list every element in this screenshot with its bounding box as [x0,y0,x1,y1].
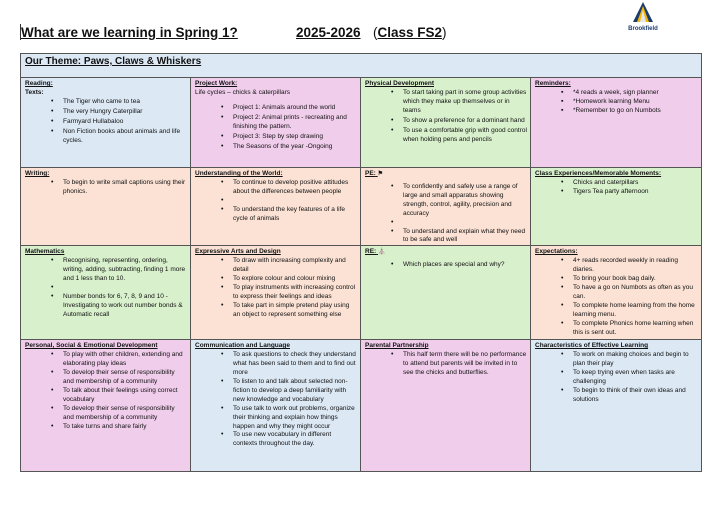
list-item: • To use new vocabulary in different contexts throughout the day. [233,431,357,449]
list-item: ▪ *Homework learning Menu [573,98,698,107]
cell-heading: Writing: [25,170,50,177]
experiences-list [535,179,698,197]
class-name: Class FS2 [377,25,443,40]
list-item: • To listen to and talk about selected non-fiction to develop a deep familiarity with new knowledge and vocabulary [233,378,357,405]
communication-list [195,351,357,449]
list-item: • Non Fiction books about animals and life cycles. [63,128,187,146]
list-item: • To work on making choices and begin to plan their play [573,351,698,369]
cell-heading: Parental Partnership [365,342,429,350]
class-prefix: ( [373,25,378,40]
list-item: • Tigers Tea party afternoon [573,188,698,197]
cell-writing [21,168,191,246]
curriculum-grid [20,53,702,472]
list-item: • Recognising, representing, ordering, writing, adding, subtracting, finding 1 more and 1 less than to 10. [63,257,187,284]
list-item: • The very Hungry Caterpillar [63,108,187,117]
cell-heading [365,248,527,257]
list-item: • To bring your book bag daily. [573,275,698,284]
list-item: • To develop their sense of responsibility and membership of a community [63,369,187,387]
list-item: • To complete home learning from the home learning menu. [573,302,698,320]
parental-list [365,351,527,378]
class-suffix: ) [442,25,447,40]
cell-expectations [531,246,702,340]
cell-pe [361,168,531,246]
cell-communication [191,340,361,472]
cell-heading [365,170,527,179]
list-item: • To ask questions to check they understand what has been said to them and to find out more [233,351,357,378]
characteristics-list [535,351,698,404]
list-item: • Project 2: Animal prints - recreating and finishing the pattern. [233,114,357,132]
church-icon: ⛪ [378,249,386,256]
cell-reminders [531,78,702,168]
title-text: What are we learning in Spring 1? [21,25,238,40]
list-item: • To complete Phonics home learning when this is sent out. [573,320,698,338]
expectations-list [535,257,698,337]
cell-project-work [191,78,361,168]
list-item: • To develop their sense of responsibility and membership of a community [63,405,187,423]
list-item: • To understand the key features of a life cycle of animals [233,206,357,224]
cell-subheading: Life cycles – chicks & caterpillars [195,88,291,96]
list-item: • To show a preference for a dominant hand [403,117,527,126]
cell-heading: Reminders: [535,80,571,87]
list-item: • To continue to develop positive attitudes about the differences between people [233,179,357,197]
list-item: ▪ *4 reads a week, sign planner [573,89,698,98]
list-item: • Project 1: Animals around the world [233,104,357,113]
project-list [195,104,357,152]
year-text: 2025-2026 [296,25,361,40]
list-item: ▪ *Remember to go on Numbots [573,107,698,116]
cell-heading: Physical Development [365,80,434,87]
theme-banner [21,54,702,78]
list-item: • To have a go on Numbots as often as you can. [573,284,698,302]
re-heading-text: RE: [365,248,377,256]
list-item: • To understand and explain what they need to be safe and well [403,228,527,246]
cell-heading: Characteristics of Effective Learning [535,342,649,350]
list-item: • To begin to think of their own ideas and solutions [573,387,698,405]
reminders-list [535,89,698,116]
cell-mathematics [21,246,191,340]
class-text [373,25,447,40]
cell-heading: Project Work: [195,80,238,87]
list-spacer [233,197,357,206]
list-item: • To play instruments with increasing control to express their feelings and ideas [233,284,357,302]
list-item: • Chicks and caterpillars [573,179,698,188]
running-icon: ⚑ [377,171,384,177]
list-item: • To keep trying even when tasks are challenging [573,369,698,387]
cell-parental [361,340,531,472]
list-item: • To take part in simple pretend play using an object to represent something else [233,302,357,320]
theme-label: Our Theme: Paws, Claws & Whiskers [25,56,202,67]
list-item: • Farmyard Hullabaloo [63,118,187,127]
list-item: • To talk about their feelings using correct vocabulary [63,387,187,405]
psed-list [25,351,187,431]
cell-heading: Expectations: [535,248,578,256]
cell-heading: Reading: [25,80,53,87]
writing-list [25,179,187,197]
page-title [21,24,711,44]
logo-emblem-icon [618,0,668,28]
list-item: • To play with other children, extending and elaborating play ideas [63,351,187,369]
cell-heading: Expressive Arts and Design [195,248,281,256]
cell-characteristics [531,340,702,472]
list-item: • This half term there will be no performance to attend but parents will be invited in to see the chicks and butterflies. [403,351,527,378]
pe-list [365,183,527,245]
school-logo [618,0,668,40]
list-item: • Number bonds for 6, 7, 8, 9 and 10 - Investigating to work out number bonds & Automatic recall [63,293,187,320]
cell-reading [21,78,191,168]
list-item: • The Tiger who came to tea [63,98,187,107]
cell-subheading: Texts: [25,88,44,96]
cell-heading: Personal, Social & Emotional Development [25,342,158,350]
cell-psed [21,340,191,472]
physical-list [365,89,527,145]
list-item: • To draw with increasing complexity and detail [233,257,357,275]
list-item: • To explore colour and colour mixing [233,275,357,284]
cell-heading: Class Experiences/Memorable Moments: [535,170,662,177]
list-item: • Which places are special and why? [403,261,527,270]
world-list [195,179,357,224]
cell-understanding-world [191,168,361,246]
list-item: • 4+ reads recorded weekly in reading diaries. [573,257,698,275]
cell-physical-development [361,78,531,168]
cell-expressive-arts [191,246,361,340]
list-item: • To use a comfortable grip with good control when holding pens and pencils [403,127,527,145]
arts-list [195,257,357,319]
list-item: • To use talk to work out problems, organize their thinking and explain how things happen and why they might occur [233,405,357,432]
list-item: • To take turns and share fairly [63,423,187,432]
cell-class-experiences [531,168,702,246]
pe-heading-text: PE: [365,170,376,177]
list-spacer [403,219,527,228]
reading-list [25,98,187,146]
list-spacer [63,284,187,293]
cell-heading: Communication and Language [195,342,290,350]
list-item: • To confidently and safely use a range of large and small apparatus showing strength, control, agility, precision and accuracy [403,183,527,219]
re-list [365,261,527,270]
list-item: • Project 3: Step by step drawing [233,133,357,142]
cell-heading: Understanding of the World: [195,170,283,177]
list-item: • To begin to write small captions using their phonics. [63,179,187,197]
maths-list [25,257,187,319]
cell-heading: Mathematics [25,248,65,256]
cell-re [361,246,531,340]
list-item: • To start taking part in some group activities which they make up themselves or in teams [403,89,527,116]
logo-text: Brookfield [628,26,658,32]
list-item: • The Seasons of the year -Ongoing [233,143,357,152]
